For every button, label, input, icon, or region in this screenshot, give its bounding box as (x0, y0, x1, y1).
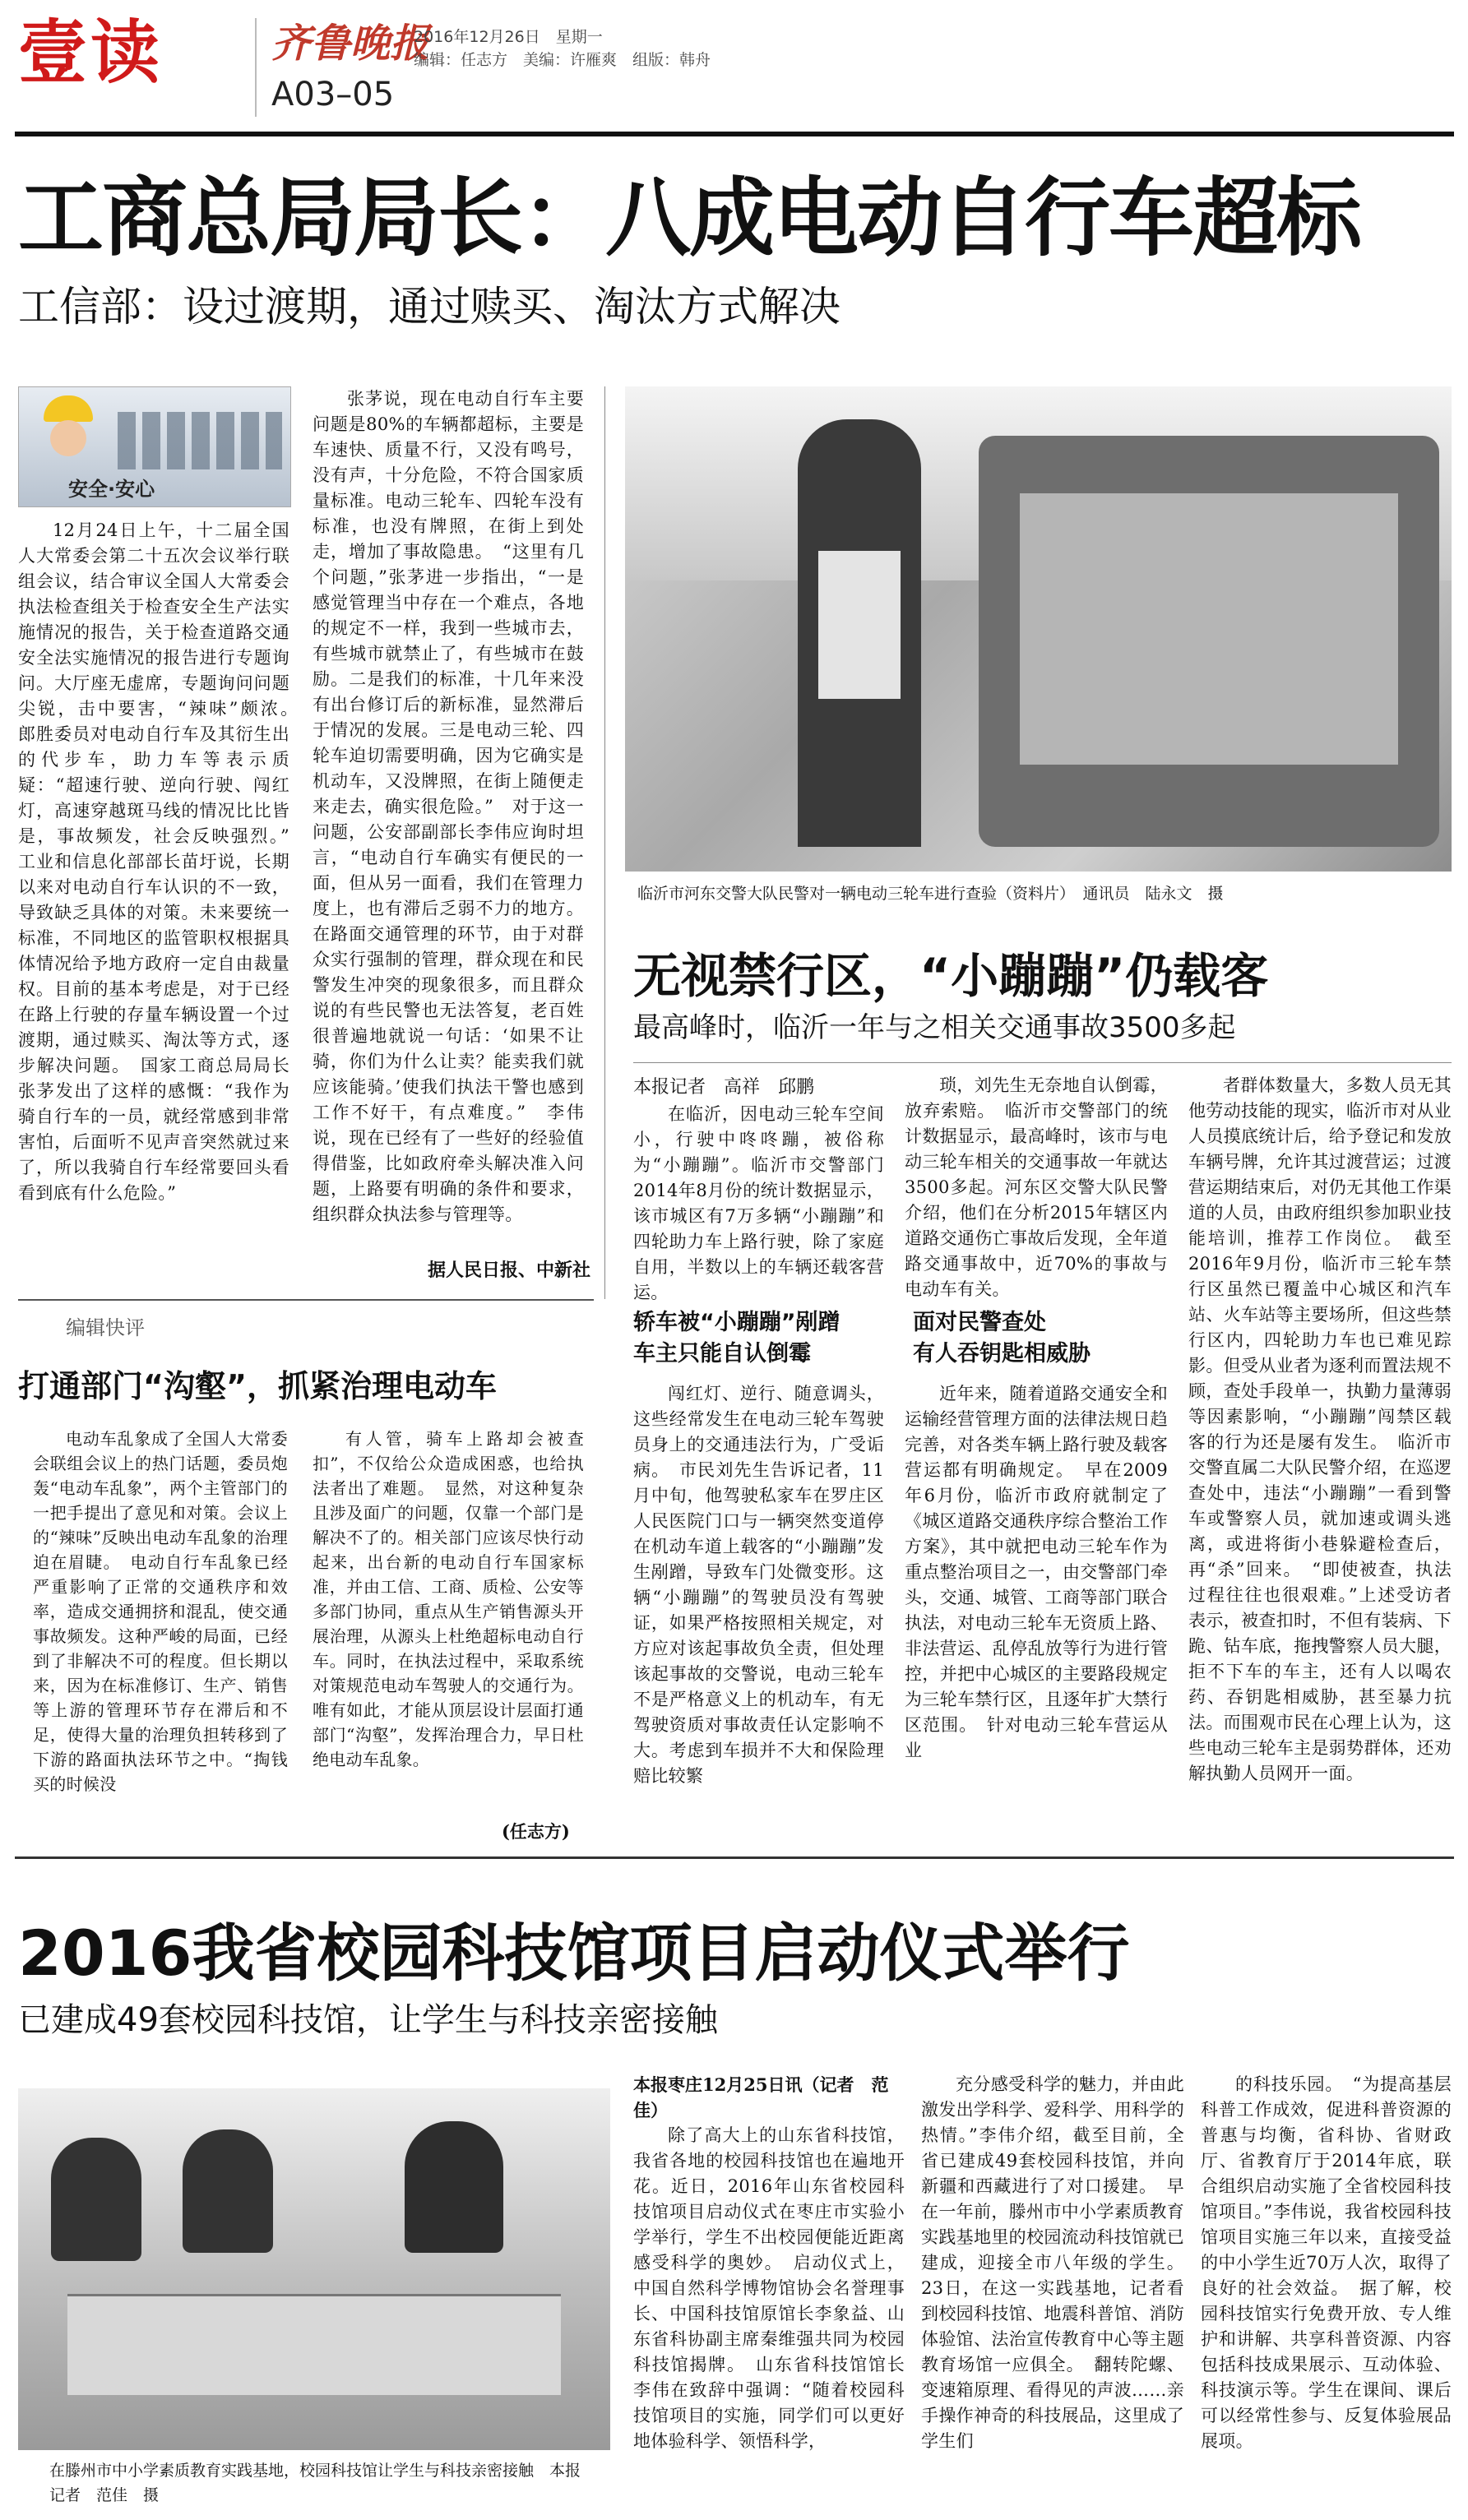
story3-column-1 (633, 2123, 905, 2509)
story3-column-3 (1201, 2072, 1452, 2508)
story1-column-2 (313, 386, 584, 1258)
story2-column-1b (633, 1381, 884, 1842)
story3-subhead: 已建成49套校园科技馆，让学生与科技亲密接触 (18, 2001, 718, 2039)
story2-subhead: 最高峰时，临沂一年与之相关交通事故3500多起 (633, 1011, 1236, 1044)
story3-col1-text: 除了高大上的山东省科技馆，我省各地的校园科技馆也在遍地开花。近日，2016年山东省校园科技馆项目启动仪式在枣庄市实验小学举行，学生不出校园便能近距离感受科学的奥妙。 启动仪式上，中国自然科学博物馆协会名誉理事长、中国科技馆原馆长李象益、山东省科协副主席秦维强共同为校园科技馆揭牌。 山东省科技馆馆长李伟在致辞中强调：“随着校园科技馆项目的实施，同学们可以更好地体验科学、领悟科学， (633, 2125, 905, 2451)
story2-col3-text: 者群体数量大，多数人员无其他劳动技能的现实，临沂市对从业人员摸底统计后，给予登记和发放车辆号牌，允许其过渡营运；过渡营运期结束后，对仍无其他工作渠道的人员，由政府组织参加职业技能培训，推荐工作岗位。 截至2016年9月份，临沂市三轮车禁行区虽然已覆盖中心城区和汽车站、火车站等主要场所，但这些禁行区内，四轮助力车也已难见踪影。但受从业者为逐利而置法规不顾，查处手段单一，执勤力量薄弱等因素影响，“小蹦蹦”闯禁区载客的行为还是屡有发生。 临沂市交警直属二大队民警介绍，在巡逻查处中，违法“小蹦蹦”一看到警车或警察人员，就加速或调头逃离，或进将街小巷躲避检查后，再“杀”回来。 “即使被查，执法过程往往也很艰难。”上述受访者表示，被查扣时，不但有装病、下跪、钻车底，拖拽警察人员大腿，拒不下车的车主，还有人以喝农药、吞钥匙相威胁，甚至暴力抗法。而围观市民在心理上认为，这些电动三轮车主是弱势群体，还劝解执勤人员网开一面。 (1188, 1075, 1452, 1783)
story2-rule (633, 1062, 1452, 1063)
story1-byline: 据人民日报、中新社 (428, 1260, 591, 1281)
commentary-column-1 (33, 1426, 288, 1854)
story2-column-3 (1188, 1073, 1452, 1842)
story1-headline: 工商总局局长：八成电动自行车超标 (18, 168, 1361, 268)
page-number: A03–05 (271, 76, 395, 113)
story3-column-2 (921, 2072, 1184, 2508)
commentary-byline: (任志方) (502, 1821, 570, 1842)
story2-col1b-text: 闯红灯、逆行、随意调头，这些经常发生在电动三轮车驾驶员身上的交通违法行为，广受诟病。 市民刘先生告诉记者，11月中旬，他驾驶私家车在罗庄区人民医院门口与一辆突然变道停在机动车道上载客的“小蹦蹦”发生剐蹭，导致车门处微变形。这辆“小蹦蹦”的驾驶员没有驾驶证，如果严格按照相关规定，对方应对该起事故负全责，但处理该起事故的交警说，电动三轮车不是严格意义上的机动车，有无驾驶资质对事故责任认定影响不大。考虑到车损并不大和保险理赔比较繁 (633, 1384, 884, 1786)
masthead-divider (255, 18, 257, 117)
top-rule (15, 132, 1454, 136)
police-inspection-photo (625, 386, 1452, 872)
students-photo (18, 2088, 610, 2450)
commentary-kicker: 编辑快评 (66, 1316, 145, 1339)
safety-logo (18, 386, 291, 507)
story2-photo-caption: 临沂市河东交警大队民警对一辆电动三轮车进行查验（资料片） 通讯员 陆永文 摄 (637, 885, 1224, 903)
story1-col1-text: 12月24日上午，十二届全国人大常委会第二十五次会议举行联组会议，结合审议全国人大常委会执法检查组关于检查安全生产法实施情况的报告，关于检查道路交通安全法实施情况的报告进行专题询问。大厅座无虚席，专题询问问题尖锐，击中要害，“辣味”颇浓。 郎胜委员对电动自行车及其衍生出的代步车，助力车等表示质疑：“超速行驶、逆向行驶、闯红灯，高速穿越斑马线的情况比比皆是，事故频发，社会反映强烈。” 工业和信息化部部长苗圩说，长期以来对电动自行车认识的不一致，导致缺乏具体的对策。未来要统一标准，不同地区的监管职权根据具体情况给予地方政府一定自由裁量权。目前的基本考虑是，对于已经在路上行驶的存量车辆设置一个过渡期，通过赎买、淘汰等方式，逐步解决问题。 国家工商总局局长张茅发出了这样的感慨：“我作为骑自行车的一员，就经常感到非常害怕，后面听不见声音突然就过来了，所以我骑自行车经常要回头看看到底有什么危险。” (18, 520, 308, 1203)
commentary-top-rule (18, 1299, 594, 1301)
story3-dateline: 本报枣庄12月25日讯（记者 范佳） (633, 2074, 889, 2120)
story3-photo-caption: 在滕州市中小学素质教育实践基地，校园科技馆让学生与科技亲密接触 本报记者 范佳 摄 (49, 2462, 581, 2504)
story2-column-2b (905, 1381, 1168, 1842)
story2-byline: 本报记者 高祥 邱鹏 (633, 1077, 815, 1098)
skyline-icon (118, 412, 282, 469)
story1-subhead: 工信部：设过渡期，通过赎买、淘汰方式解决 (18, 283, 841, 331)
section-title: 壹读 (18, 12, 164, 93)
story2-subtitle-1: 轿车被“小蹦蹦”剐蹭 车主只能自认倒霉 (633, 1310, 841, 1366)
issue-date: 2016年12月26日 星期一 (414, 28, 603, 46)
logo-label: 安全·安心 (68, 478, 155, 501)
story3-col3-text: 的科技乐园。 “为提高基层科普工作成效，促进科普资源的普惠与均衡，省科协、省财政厅、省教育厅于2014年底，联合组织启动实施了全省校园科技馆项目。”李伟说，我省校园科技馆项目实施三年以来，直接受益的中小学生近70万人次，取得了良好的社会效益。 据了解，校园科技馆实行免费开放、专人维护和讲解、共享科普资源、内容包括科技成果展示、互动体验、科技演示等。学生在课间、课后可以经常性参与、反复体验展品展项。 (1201, 2074, 1452, 2451)
commentary-title: 打通部门“沟壑”，抓紧治理电动车 (18, 1368, 497, 1404)
story1-col2-text: 张茅说，现在电动自行车主要问题是80%的车辆都超标，主要是车速快、质量不行，又没有鸣号，没有声，十分危险，不符合国家质量标准。电动三轮车、四轮车没有标准，也没有牌照，在街上到处走，增加了事故隐患。 “这里有几个问题，”张茅进一步指出，“一是感觉管理当中存在一个难点，各地的规定不一样，我到一些城市去，有些城市就禁止了，有些城市在鼓励。二是我们的标准，十几年来没有出台修订后的新标准，显然滞后于情况的发展。三是电动三轮、四轮车迫切需要明确，因为它确实是机动车，又没牌照，在街上随便走来走去，确实很危险。” 对于这一问题，公安部副部长李伟应询时坦言，“电动自行车确实有便民的一面，但从另一面看，我们在管理力度上，也有滞后乏弱不力的地方。在路面交通管理的环节，由于对群众实行强制的管理，群众现在和民警发生冲突的现象很多，而且群众说的有些民警也无法答复，老百姓很普遍地就说一句话：‘如果不让骑，你们为什么让卖？能卖我们就应该能骑。’使我们执法干警也感到工作不好干，有点难度。” 李伟说，现在已经有了一些好的经验值得借鉴，比如政府牵头解决准入问题，上路要有明确的条件和要求，组织群众执法参与管理等。 (313, 389, 584, 1224)
story3-top-rule (15, 1856, 1454, 1859)
story1-divider (604, 386, 605, 1299)
commentary-column-2 (313, 1426, 584, 1821)
commentary-col2-text: 有人管，骑车上路却会被查扣”，不仅给公众造成困惑，也给执法者出了难题。 显然，对这种复杂且涉及面广的问题，仅靠一个部门是解决不了的。相关部门应该尽快行动起来，出台新的电动自行车国家标准，并由工信、工商、质检、公安等多部门协同，重点从生产销售源头开展治理，从源头上杜绝超标电动自行车。同时，在执法过程中，采取系统对策规范电动车驾驶人的交通行为。唯有如此，才能从顶层设计层面打通部门“沟壑”，发挥治理合力，早日杜绝电动车乱象。 (313, 1429, 584, 1769)
story2-col2b-text: 近年来，随着道路交通安全和运输经营管理方面的法律法规日趋完善，对各类车辆上路行驶及载客营运都有明确规定。 早在2009年6月份，临沂市政府就制定了《城区道路交通秩序综合整治工作方案》，其中就把电动三轮车作为重点整治项目之一，由交警部门牵头，交通、城管、工商等部门联合执法，对电动三轮车无资质上路、非法营运、乱停乱放等行为进行管控，并把中心城区的主要路段规定为三轮车禁行区，且逐年扩大禁行区范围。 针对电动三轮车营运从业 (905, 1384, 1168, 1760)
paper-logo: 齐鲁晚报 (271, 21, 430, 67)
story3-col2-text: 充分感受科学的魅力，并由此激发出学科学、爱科学、用科学的热情。”李伟介绍，截至目前，全省已建成49套校园科技馆，并向新疆和西藏进行了对口援建。 早在一年前，滕州市中小学素质教育实践基地里的校园流动科技馆就已建成，迎接全市八年级的学生。23日，在这一实践基地，记者看到校园科技馆、地震科普馆、消防体验馆、法治宣传教育中心等主题教育场馆一应俱全。 翻转陀螺、变速箱原理、看得见的声波……亲手操作神奇的科技展品，这里成了学生们 (921, 2074, 1184, 2451)
story2-subtitle-2: 面对民警查处 有人吞钥匙相威胁 (913, 1310, 1091, 1366)
story2-headline: 无视禁行区，“小蹦蹦”仍载客 (633, 948, 1269, 1004)
story2-column-1a (633, 1102, 884, 1302)
story2-col2a-text: 琐，刘先生无奈地自认倒霉，放弃索赔。 临沂市交警部门的统计数据显示，最高峰时，该市与电动三轮车相关的交通事故一年就达3500多起。河东区交警大队民警介绍，他们在分析2015年辖区内道路交通伤亡事故后发现，全年道路交通事故中，近70%的事故与电动车有关。 (905, 1075, 1168, 1299)
story3-headline: 2016我省校园科技馆项目启动仪式举行 (18, 1917, 1130, 1990)
story2-col1a-text: 在临沂，因电动三轮车空间小，行驶中咚咚蹦，被俗称为“小蹦蹦”。临沂市交警部门2014年8月份的统计数据显示，该市城区有7万多辆“小蹦蹦”和四轮助力车上路行驶，除了家庭自用，半数以上的车辆还载客营运。 (633, 1104, 884, 1302)
story1-column-1 (18, 518, 308, 1283)
story2-column-2a (905, 1073, 1168, 1299)
worker-icon (35, 395, 101, 469)
commentary-col1-text: 电动车乱象成了全国人大常委会联组会议上的热门话题，委员炮轰“电动车乱象”，两个主管部门的一把手提出了意见和对策。会议上的“辣味”反映出电动车乱象的治理迫在眉睫。 电动自行车乱象已经严重影响了正常的交通秩序和效率，造成交通拥挤和混乱，使交通事故频发。这种严峻的局面，已经到了非解决不可的程度。但长期以来，因为在标准修订、生产、销售等上游的管理环节存在滞后和不足，使得大量的治理负担转移到了下游的路面执法环节之中。“掏钱买的时候没 (33, 1429, 288, 1794)
editor-credits: 编辑：任志方 美编：许雁爽 组版：韩舟 (414, 51, 711, 69)
